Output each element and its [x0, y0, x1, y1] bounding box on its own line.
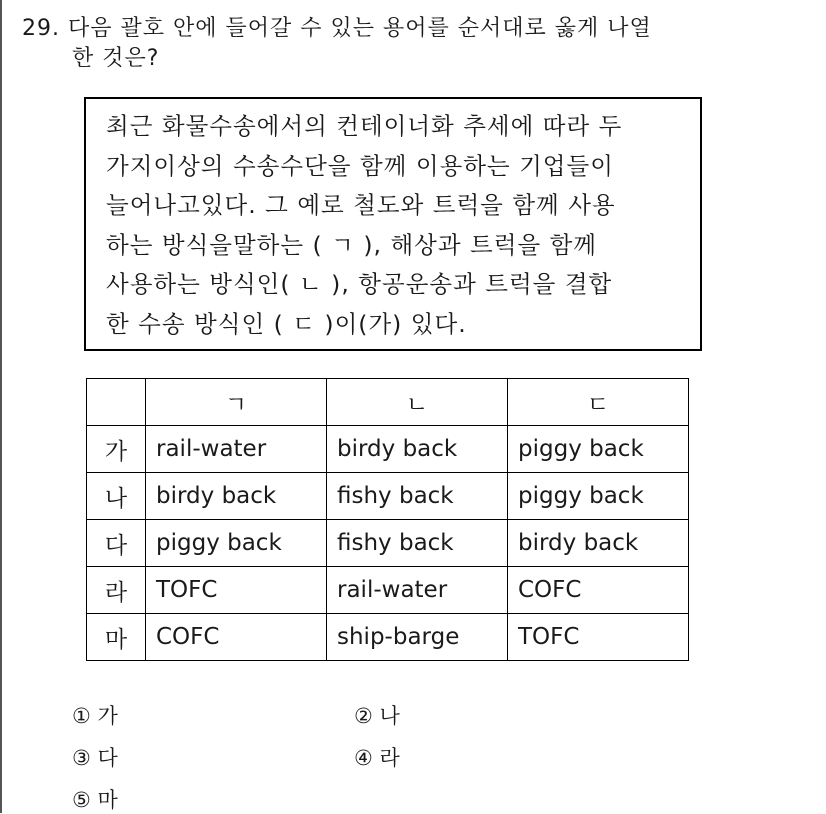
row-label: 가 [87, 426, 146, 473]
table-row [87, 614, 689, 661]
row-label: 라 [87, 567, 146, 614]
table-cell: fishy back [327, 473, 508, 520]
table-row [87, 426, 689, 473]
passage-line: 늘어나고있다. 그 예로 철도와 트럭을 함께 사용 [106, 191, 616, 219]
table-cell: piggy back [508, 426, 689, 473]
row-label: 다 [87, 520, 146, 567]
table-header-cell [87, 379, 146, 426]
table-cell: fishy back [327, 520, 508, 567]
table-header-row [87, 379, 689, 426]
table-cell: piggy back [146, 520, 327, 567]
passage-line: 최근 화물수송에서의 컨테이너화 추세에 따라 두 [106, 112, 623, 140]
table-cell: ship-barge [327, 614, 508, 661]
choice-4[interactable]: ④ 라 [354, 746, 400, 770]
row-label: 나 [87, 473, 146, 520]
row-label: 마 [87, 614, 146, 661]
passage-box [84, 97, 702, 351]
table-cell: piggy back [508, 473, 689, 520]
table-cell: birdy back [146, 473, 327, 520]
table-row [87, 473, 689, 520]
question-line-1: 29. 다음 괄호 안에 들어갈 수 있는 용어를 순서대로 옳게 나열 [22, 16, 652, 41]
table-cell: TOFC [508, 614, 689, 661]
table-row [87, 520, 689, 567]
table-header-cell: ㄴ [327, 379, 508, 426]
choice-2[interactable]: ② 나 [354, 704, 400, 728]
table-cell: rail-water [146, 426, 327, 473]
table-header-cell: ㄷ [508, 379, 689, 426]
options-table [86, 378, 689, 661]
table-row [87, 567, 689, 614]
table-cell: birdy back [508, 520, 689, 567]
choice-3[interactable]: ③ 다 [72, 746, 118, 770]
passage-line: 한 수송 방식인 ( ㄷ )이(가) 있다. [106, 309, 467, 338]
question-line-2: 한 것은? [72, 46, 160, 71]
table-cell: TOFC [146, 567, 327, 614]
table-cell: COFC [146, 614, 327, 661]
page-left-border [0, 0, 2, 813]
passage-line: 가지이상의 수송수단을 함께 이용하는 기업들이 [106, 151, 614, 180]
question-stem [22, 14, 802, 74]
passage-line: 사용하는 방식인( ㄴ ), 항공운송과 트럭을 결합 [106, 270, 613, 298]
choice-5[interactable]: ⑤ 마 [72, 788, 118, 812]
choice-1[interactable]: ① 가 [72, 704, 118, 728]
table-cell: rail-water [327, 567, 508, 614]
table-cell: COFC [508, 567, 689, 614]
passage-line: 하는 방식을말하는 ( ㄱ ), 해상과 트럭을 함께 [106, 230, 598, 259]
table-header-cell: ㄱ [146, 379, 327, 426]
table-cell: birdy back [327, 426, 508, 473]
